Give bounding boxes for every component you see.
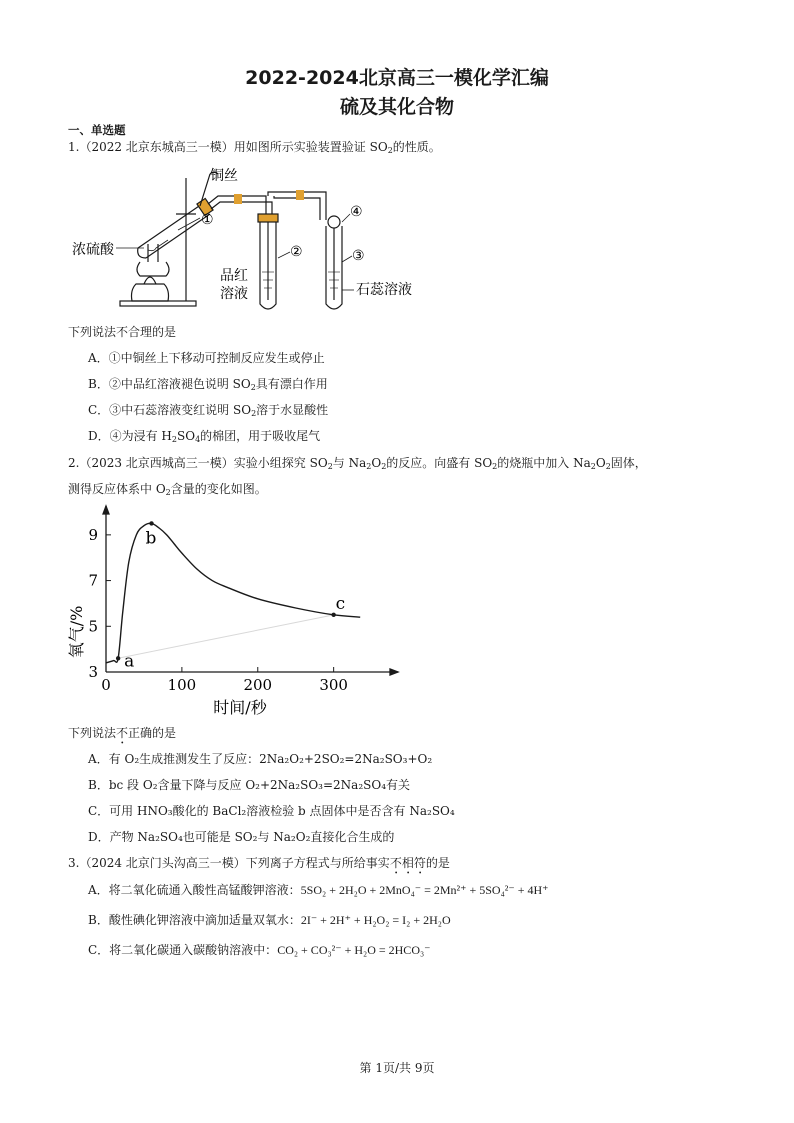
- label-magenta2: 溶液: [220, 286, 248, 302]
- q1-apparatus-figure: [68, 162, 438, 317]
- q2-stem-line2: 测得反应体系中 $O_2$含量的变化如图。: [68, 482, 267, 497]
- q2-option-a[interactable]: A．有 O₂生成推测发生了反应：2Na₂O₂+2SO₂=2Na₂SO₃+O₂: [88, 752, 433, 766]
- chart-x-label: 时间/秒: [213, 698, 267, 717]
- q3-option-c[interactable]: C．将二氧化碳通入碳酸钠溶液中：CO₂ + CO₃²⁻ + H₂O = 2HCO₃⁻: [88, 943, 431, 957]
- q2-option-d[interactable]: D．产物 Na₂SO₄也可能是 SO₂与 Na₂O₂直接化合生成的: [88, 830, 395, 844]
- label-litmus: 石蕊溶液: [356, 282, 412, 298]
- point-a: [116, 656, 120, 660]
- point-label-c: c: [335, 593, 346, 614]
- q2-oxygen-chart: [64, 502, 404, 720]
- y-tick-label: 5: [88, 617, 98, 636]
- q1-lead: 下列说法不合理的是: [68, 325, 177, 339]
- point-label-a: a: [124, 651, 135, 672]
- q1-option-c[interactable]: C．③中石蕊溶液变红说明 $SO_2$溶于水显酸性: [88, 403, 329, 418]
- section-heading: 一、单选题: [68, 123, 126, 137]
- doc-subtitle: 硫及其化合物: [339, 96, 454, 118]
- y-tick-label: 3: [88, 663, 98, 681]
- q3-option-b[interactable]: B．酸性碘化钾溶液中滴加适量双氧水：2I⁻ + 2H⁺ + H₂O₂ = I₂ + 2H₂O: [88, 913, 451, 927]
- q3-stem: 3.（2024 北京门头沟高三一模）下列离子方程式与所给事实不相符的是: [68, 856, 450, 870]
- doc-title: 2022-2024北京高三一模化学汇编: [245, 67, 549, 89]
- label-copper-wire: 铜丝: [210, 168, 238, 184]
- x-tick-label: 300: [319, 676, 348, 694]
- q2-stem-line1: 2.（2023 北京西城高三一模）实验小组探究 $SO_2$与 $Na_2O_2$的反应。向盛有 $SO_2$的烧瓶中加入 $Na_2O_2$固体，: [68, 456, 647, 471]
- y-tick-label: 9: [88, 525, 98, 544]
- series-line-o2: [106, 523, 360, 663]
- q2-option-b[interactable]: B．bc 段 O₂含量下降与反应 O₂+2Na₂SO₃=2Na₂SO₄有关: [88, 778, 411, 792]
- x-axis-arrow: [390, 669, 398, 675]
- x-tick-label: 0: [101, 676, 111, 694]
- q2-lead: 下列说法不正确的是: [68, 726, 177, 740]
- x-tick-label: 100: [167, 676, 197, 694]
- q2-option-c[interactable]: C．可用 HNO₃酸化的 BaCl₂溶液检验 b 点固体中是否含有 Na₂SO₄: [88, 804, 455, 818]
- chart-y-label: 氧气/%: [67, 605, 86, 659]
- y-tick-label: 7: [88, 571, 98, 590]
- label-conc-acid: 浓硫酸: [72, 242, 114, 258]
- reference-line: [118, 615, 334, 658]
- q1-option-b[interactable]: B．②中品红溶液褪色说明 $SO_2$具有漂白作用: [88, 377, 328, 392]
- y-axis-arrow: [103, 506, 109, 514]
- point-label-b: b: [145, 528, 157, 549]
- x-tick-label: 200: [243, 676, 273, 694]
- q3-option-a[interactable]: A．将二氧化硫通入酸性高锰酸钾溶液：5SO₂ + 2H₂O + 2MnO₄⁻ = 2Mn²⁺ + 5SO₄²⁻ + 4H⁺: [88, 883, 549, 897]
- label-n1: ①: [201, 212, 214, 228]
- label-n3: ③: [352, 248, 365, 264]
- label-n4: ④: [350, 204, 363, 220]
- label-magenta1: 品红: [220, 268, 248, 284]
- q1-option-a[interactable]: A．①中铜丝上下移动可控制反应发生或停止: [88, 351, 325, 365]
- label-n2: ②: [290, 244, 303, 260]
- q1-option-d[interactable]: D．④为浸有 $H_2SO_4$的棉团，用于吸收尾气: [88, 429, 321, 444]
- page-footer: 第 1页/共 9页: [359, 1061, 435, 1075]
- q1-stem: 1.（2022 北京东城高三一模）用如图所示实验装置验证 $SO_2$的性质。: [68, 140, 441, 155]
- point-b: [149, 521, 153, 525]
